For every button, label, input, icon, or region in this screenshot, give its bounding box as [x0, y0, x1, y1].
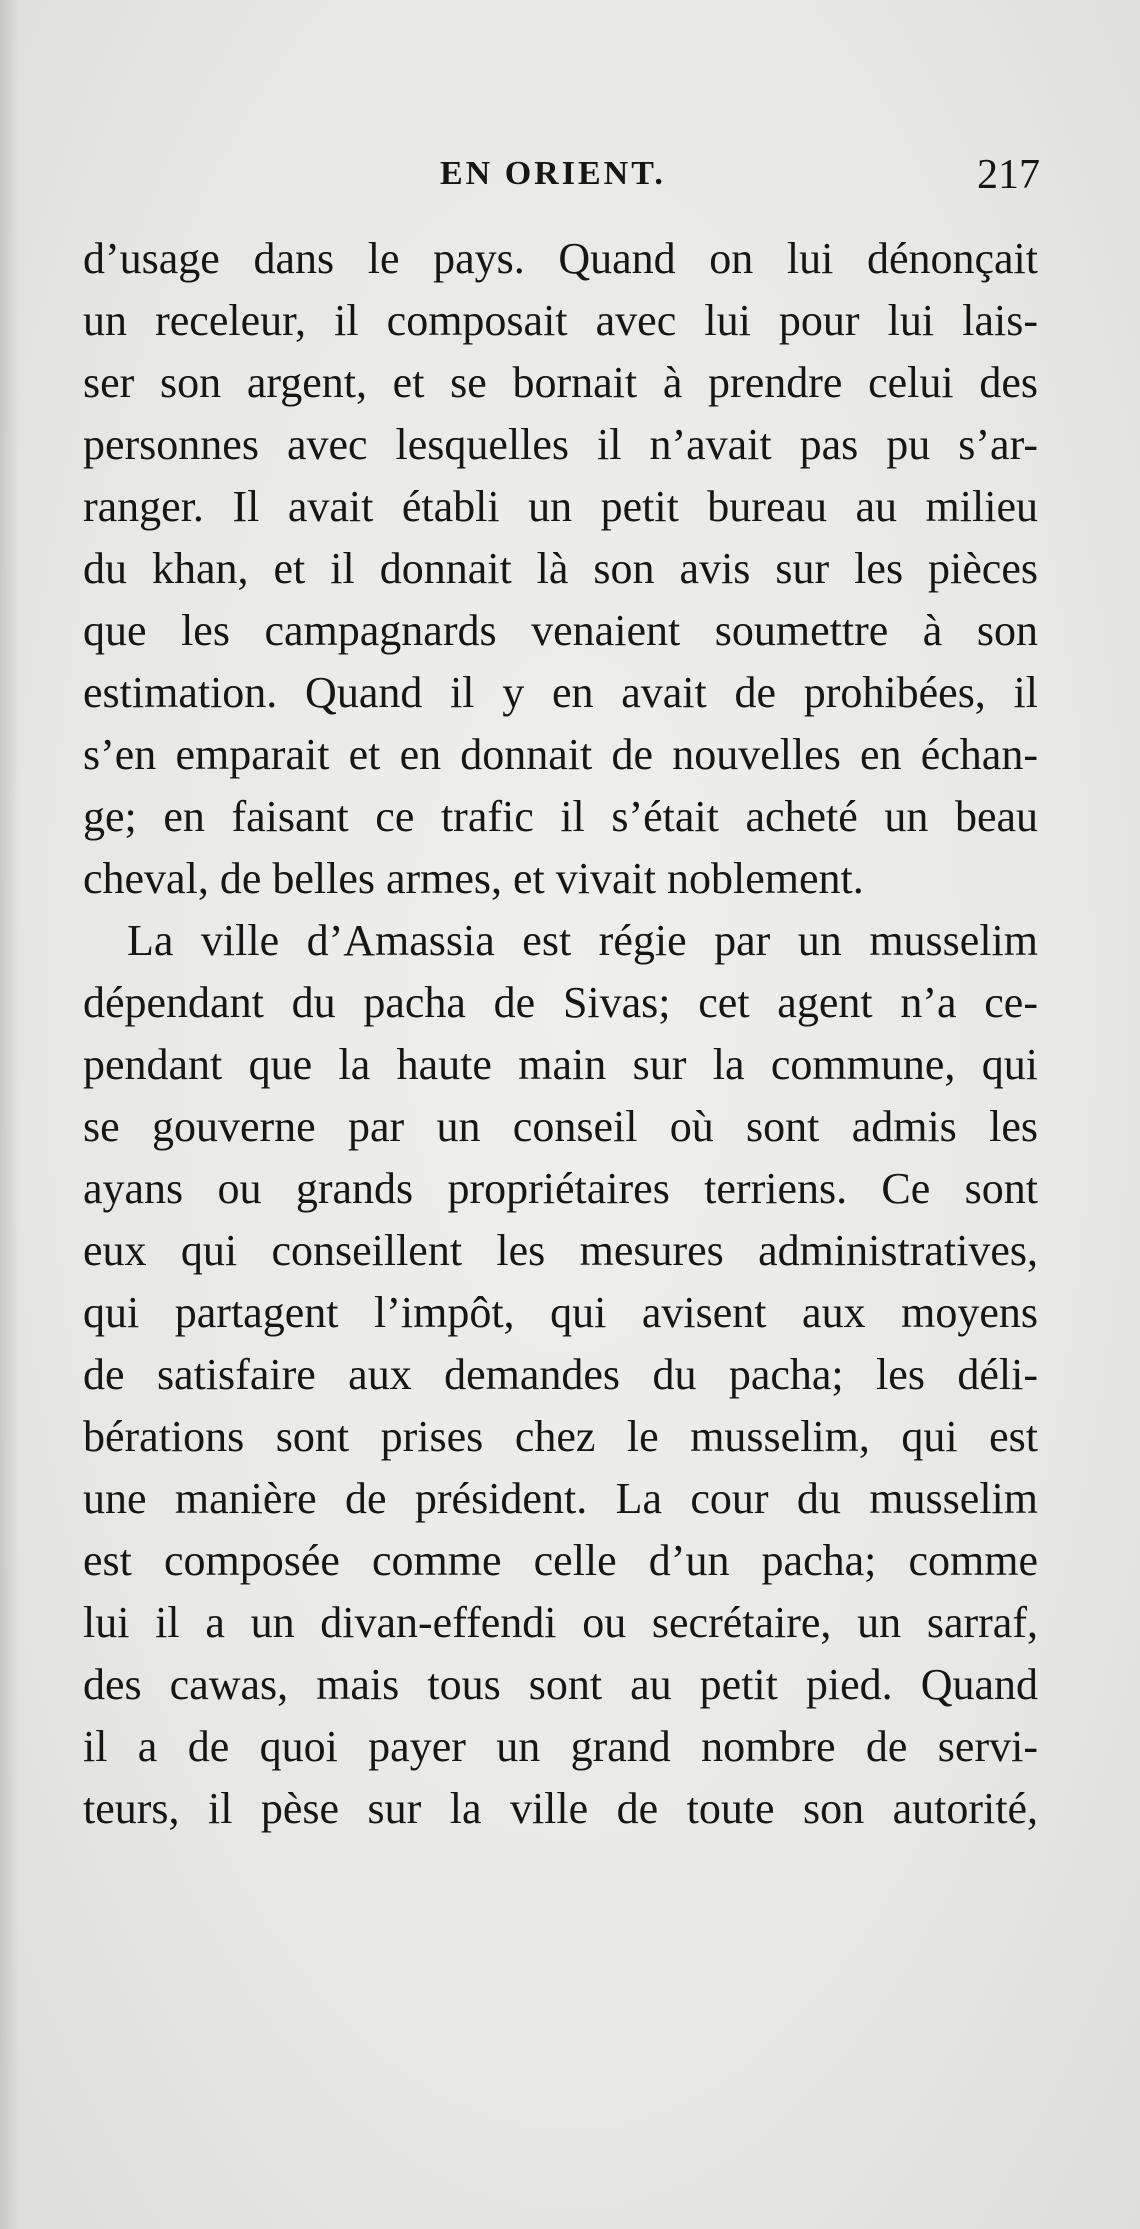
text-line: un receleur, il composait avec lui pour lui lais-	[83, 296, 1038, 345]
text-line: d’usage dans le pays. Quand on lui dénonçait	[83, 234, 1038, 283]
text-line: ayans ou grands propriétaires terriens. Ce sont	[83, 1164, 1038, 1213]
text-line: une manière de président. La cour du musselim	[83, 1474, 1038, 1523]
page-edge-shadow	[0, 0, 20, 2229]
paragraph-last-line: cheval, de belles armes, et vivait noblement.	[83, 854, 864, 903]
body-text	[83, 228, 1038, 1840]
text-line: estimation. Quand il y en avait de prohibées, il	[83, 668, 1038, 717]
text-line: qui partagent l’impôt, qui avisent aux moyens	[83, 1288, 1038, 1337]
text-line: teurs, il pèse sur la ville de toute son autorité,	[83, 1784, 1038, 1833]
text-line: ge; en faisant ce trafic il s’était acheté un beau	[83, 792, 1038, 841]
text-line: est composée comme celle d’un pacha; comme	[83, 1536, 1038, 1585]
text-line: ranger. Il avait établi un petit bureau au milieu	[83, 482, 1038, 531]
text-line: des cawas, mais tous sont au petit pied. Quand	[83, 1660, 1038, 1709]
running-head	[0, 152, 1140, 205]
running-head-title: EN ORIENT.	[440, 155, 666, 192]
text-line: eux qui conseillent les mesures administratives,	[83, 1226, 1038, 1275]
text-line: se gouverne par un conseil où sont admis les	[83, 1102, 1038, 1151]
text-line: bérations sont prises chez le musselim, qui est	[83, 1412, 1038, 1461]
text-line: du khan, et il donnait là son avis sur les pièces	[83, 544, 1038, 593]
text-line: personnes avec lesquelles il n’avait pas pu s’ar-	[83, 420, 1038, 469]
text-line: il a de quoi payer un grand nombre de servi-	[83, 1722, 1038, 1771]
page-number: 217	[977, 152, 1040, 198]
text-line: pendant que la haute main sur la commune, qui	[83, 1040, 1038, 1089]
text-line: dépendant du pacha de Sivas; cet agent n’a ce-	[83, 978, 1038, 1027]
text-line: lui il a un divan-effendi ou secrétaire, un sarraf,	[83, 1598, 1038, 1647]
text-line: de satisfaire aux demandes du pacha; les déli-	[83, 1350, 1038, 1399]
paragraph-first-line: La ville d’Amassia est régie par un musselim	[127, 916, 1038, 965]
text-line: s’en emparait et en donnait de nouvelles en échan-	[83, 730, 1038, 779]
text-line: que les campagnards venaient soumettre à son	[83, 606, 1038, 655]
text-line: ser son argent, et se bornait à prendre celui des	[83, 358, 1038, 407]
